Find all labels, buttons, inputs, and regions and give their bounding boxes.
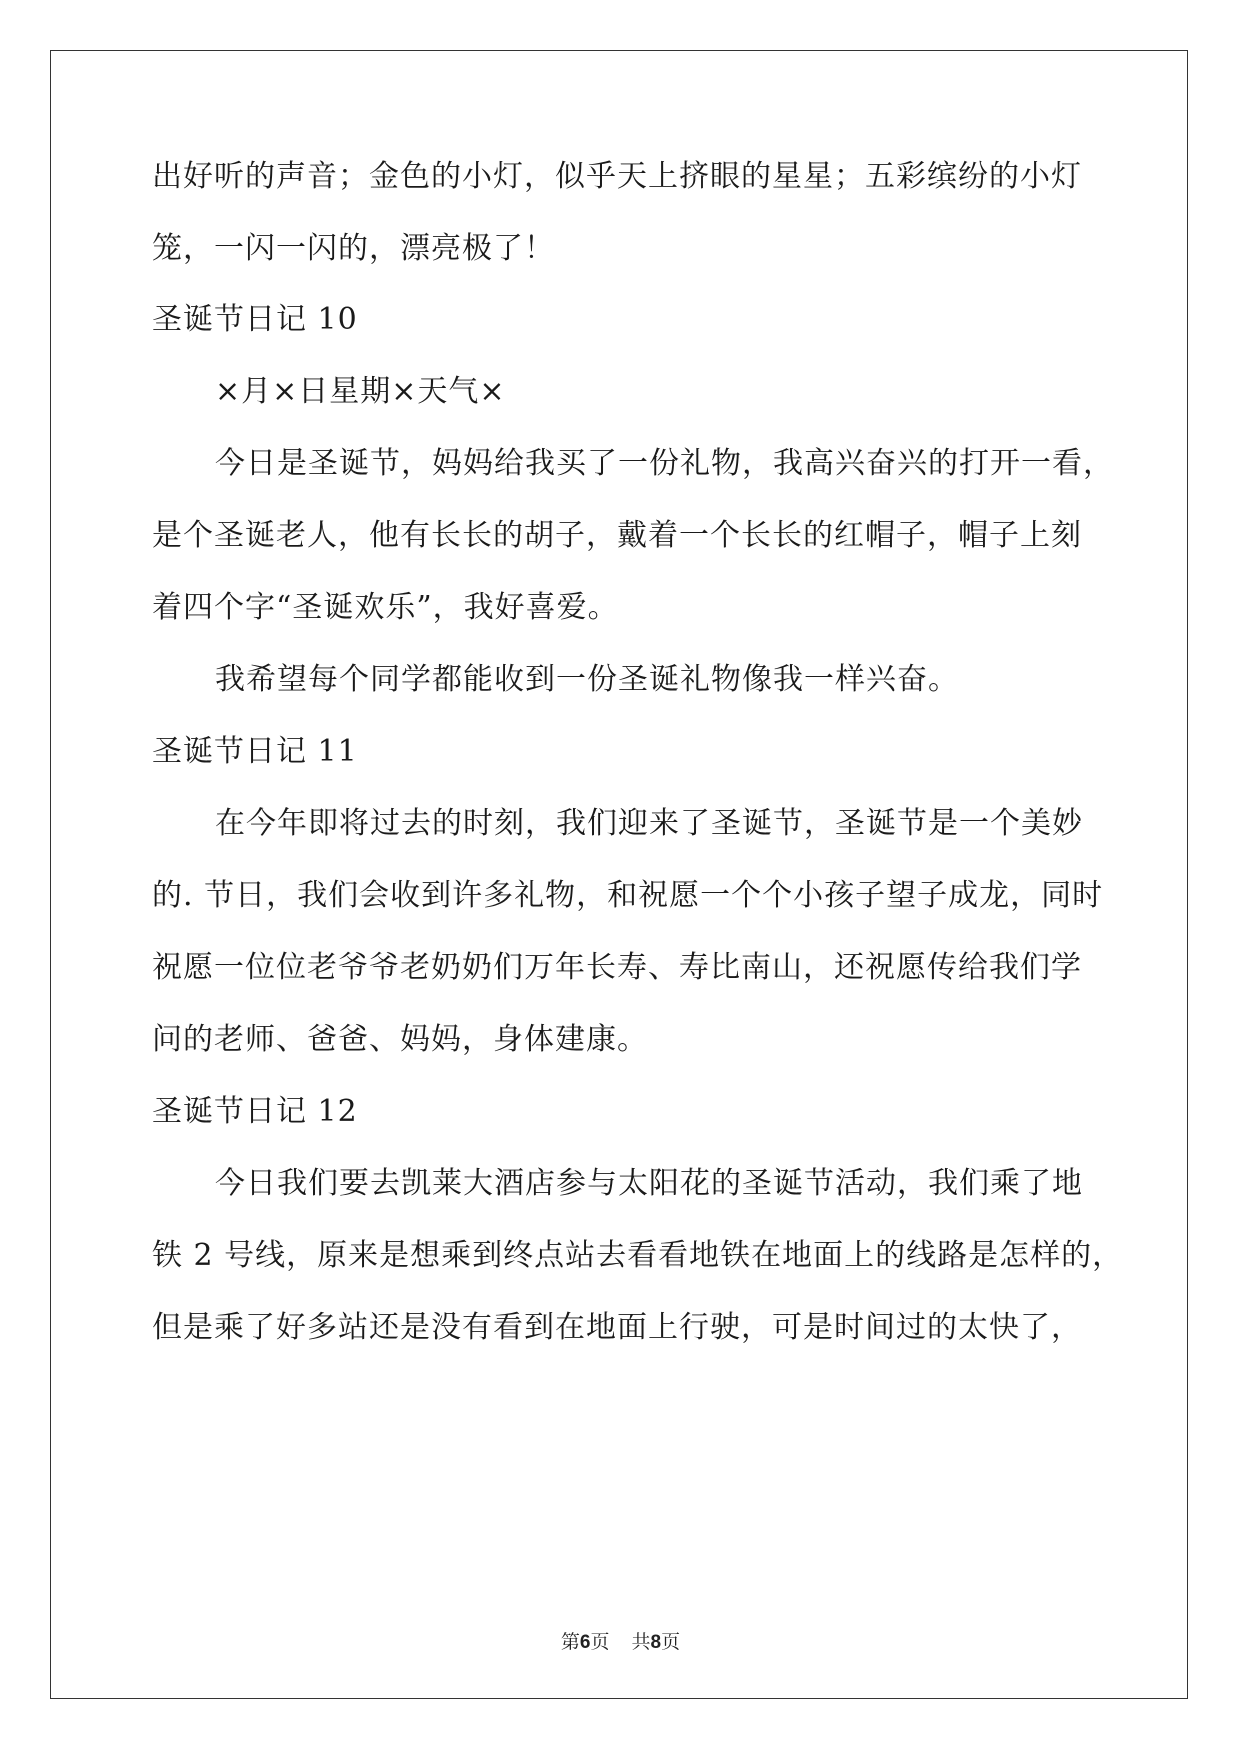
- date-line: ×月×日星期×天气×: [215, 374, 506, 409]
- paragraph-line: 今日是圣诞节，妈妈给我买了一份礼物，我高兴奋兴的打开一看，: [215, 446, 1114, 481]
- paragraph-line: 祝愿一位位老爷爷老奶奶们万年长寿、寿比南山，还祝愿传给我们学: [152, 950, 1082, 985]
- paragraph-line: 出好听的声音；金色的小灯，似乎天上挤眼的星星；五彩缤纷的小灯: [152, 159, 1082, 194]
- total-suffix: 页: [661, 1631, 681, 1653]
- paragraph-line: 但是乘了好多站还是没有看到在地面上行驶，可是时间过的太快了，: [152, 1310, 1082, 1345]
- section-heading: 圣诞节日记 12: [152, 1094, 358, 1129]
- page-total: 8: [650, 1632, 662, 1653]
- page-border: [50, 50, 1188, 1699]
- paragraph-line: 笼，一闪一闪的，漂亮极了！: [152, 231, 555, 266]
- paragraph-line: 着四个字“圣诞欢乐”，我好喜爱。: [152, 590, 619, 625]
- section-heading: 圣诞节日记 11: [152, 734, 358, 769]
- page-footer: [0, 1630, 1241, 1655]
- total-prefix: 共: [631, 1631, 651, 1653]
- paragraph-line: 今日我们要去凯莱大酒店参与太阳花的圣诞节活动，我们乘了地: [215, 1166, 1083, 1201]
- paragraph-line: 在今年即将过去的时刻，我们迎来了圣诞节，圣诞节是一个美妙: [215, 806, 1083, 841]
- paragraph-line: 的. 节日，我们会收到许多礼物，和祝愿一个个小孩子望子成龙，同时: [152, 878, 1104, 913]
- page-prefix: 第: [560, 1631, 580, 1653]
- page-suffix: 页: [590, 1631, 610, 1653]
- paragraph-line: 铁 2 号线，原来是想乘到终点站去看看地铁在地面上的线路是怎样的，: [152, 1238, 1124, 1273]
- paragraph-line: 我希望每个同学都能收到一份圣诞礼物像我一样兴奋。: [215, 662, 959, 697]
- section-heading: 圣诞节日记 10: [152, 302, 358, 337]
- paragraph-line: 是个圣诞老人，他有长长的胡子，戴着一个长长的红帽子，帽子上刻: [152, 518, 1082, 553]
- page-current: 6: [579, 1632, 591, 1653]
- paragraph-line: 问的老师、爸爸、妈妈，身体建康。: [152, 1022, 648, 1057]
